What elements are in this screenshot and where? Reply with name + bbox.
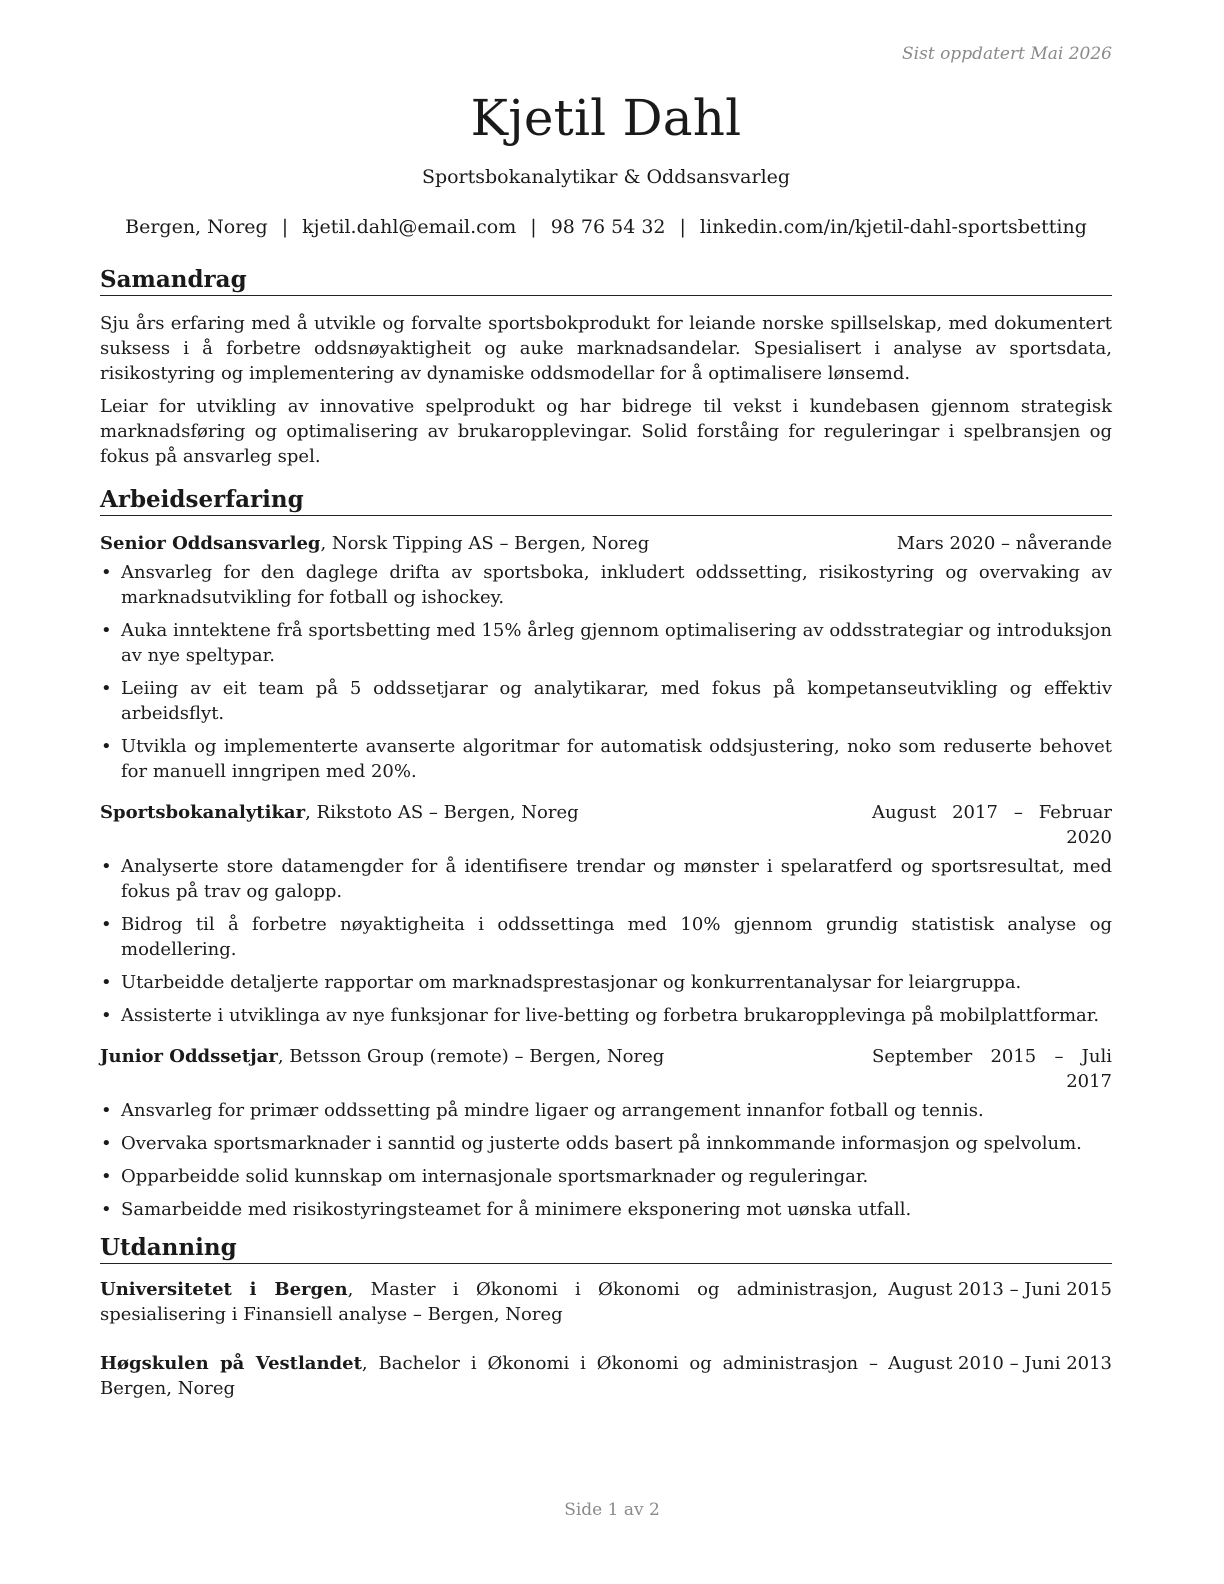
job-company: , Rikstoto AS – Bergen, Noreg — [305, 802, 579, 823]
job-bullets — [100, 1098, 1112, 1222]
job-bullet: • Assisterte i utviklinga av nye funksjonar for live-betting og forbetra brukaropplevinga på mobilplattformar. — [100, 1003, 1112, 1028]
education-entry — [100, 1277, 1112, 1327]
contact-separator: | — [281, 216, 289, 238]
job-dates: September 2015 – Juli 2017 — [872, 1046, 1112, 1092]
experience-section — [100, 486, 1112, 1222]
job-header — [100, 1044, 1112, 1094]
education-section — [100, 1234, 1112, 1401]
summary-paragraph: Leiar for utvikling av innovative spelprodukt og har bidrege til vekst i kundebasen gjennom strategisk marknadsføring og optimalisering av brukaropplevingar. Solid forståing for reguleringar i spelbransjen og fokus på ansvarleg spel. — [100, 396, 1112, 467]
job-role: Senior Oddsansvarleg — [100, 533, 321, 554]
job-bullet: • Ansvarleg for primær oddssetting på mindre ligaer og arrangement innanfor fotball og tennis. — [100, 1098, 1112, 1123]
job-header — [100, 531, 1112, 556]
job-bullet: • Utvikla og implementerte avanserte algoritmar for automatisk oddsjustering, noko som reduserte behovet for manuell inngripen med 20%. — [100, 734, 1112, 784]
job-bullet: • Samarbeidde med risikostyringsteamet for å minimere eksponering mot uønska utfall. — [100, 1197, 1112, 1222]
education-details: , Master i Økonomi i Økonomi og administrasjon, spesialisering i Finansiell analyse – Bergen, Noreg — [100, 1279, 878, 1325]
education-entry — [100, 1351, 1112, 1401]
contact-separator: | — [530, 216, 537, 238]
section-title-summary: Samandrag — [100, 266, 1112, 296]
candidate-name: Kjetil Dahl — [470, 89, 742, 147]
job-bullet: • Opparbeidde solid kunnskap om internasjonale sportsmarknader og reguleringar. — [100, 1164, 1112, 1189]
job-company: , Norsk Tipping AS – Bergen, Noreg — [320, 533, 650, 554]
job-role: Sportsbokanalytikar — [100, 802, 306, 823]
summary-paragraph: Sju års erfaring med å utvikle og forvalte sportsbokprodukt for leiande norske spillselskap, med dokumentert suksess i å forbetre oddsnøyaktigheit og auke marknadsandelar. Spesialisert i analyse av sportsdata, risikostyring og implementering av dynamiske oddsmodellar for å optimalisere lønsemd. — [100, 313, 1112, 384]
job-role: Junior Oddssetjar — [100, 1046, 278, 1067]
job-company: , Betsson Group (remote) – Bergen, Noreg — [277, 1046, 665, 1067]
contact-location: Bergen, Noreg — [125, 216, 268, 238]
job-entry — [100, 1044, 1112, 1222]
contact-phone: 98 76 54 32 — [550, 216, 666, 238]
education-school: Høgskulen på Vestlandet — [100, 1353, 362, 1374]
job-bullets — [100, 854, 1112, 1028]
job-entry — [100, 531, 1112, 784]
education-school: Universitetet i Bergen — [100, 1279, 348, 1300]
summary-section — [100, 266, 1112, 469]
page-number: Side 1 av 2 — [564, 1500, 660, 1520]
job-bullet: • Bidrog til å forbetre nøyaktigheita i oddssettinga med 10% gjennom grundig statistisk analyse og modellering. — [100, 912, 1112, 962]
job-dates: August 2017 – Februar 2020 — [872, 802, 1112, 848]
job-dates: Mars 2020 – nåverande — [896, 533, 1112, 554]
job-bullet: • Ansvarleg for den daglege drifta av sportsboka, inkludert oddssetting, risikostyring og overvaking av marknadsutvikling for fotball og ishockey. — [100, 560, 1112, 610]
education-dates: August 2010 – Juni 2013 — [888, 1353, 1112, 1374]
candidate-title: Sportsbokanalytikar & Oddsansvarleg — [421, 166, 791, 188]
job-bullet: • Analyserte store datamengder for å identifisere trendar og mønster i spelaratferd og sportsresultat, med fokus på trav og galopp. — [100, 854, 1112, 904]
contact-line — [100, 214, 1112, 240]
contact-email[interactable]: kjetil.dahl@email.com — [302, 216, 517, 238]
last-updated: Sist oppdatert Mai 2026 — [902, 44, 1112, 64]
job-bullet: • Overvaka sportsmarknader i sanntid og justerte odds basert på innkommande informasjon og spelvolum. — [100, 1131, 1112, 1156]
contact-linkedin[interactable]: linkedin.com/in/kjetil-dahl-sportsbetting — [699, 216, 1087, 238]
job-bullet: • Leiing av eit team på 5 oddssetjarar og analytikarar, med fokus på kompetanseutvikling og effektiv arbeidsflyt. — [100, 676, 1112, 726]
education-dates: August 2013 – Juni 2015 — [888, 1279, 1112, 1300]
job-bullet: • Utarbeidde detaljerte rapportar om marknadsprestasjonar og konkurrentanalysar for leiargruppa. — [100, 970, 1112, 995]
section-title-education: Utdanning — [100, 1234, 1112, 1264]
job-bullet: • Auka inntektene frå sportsbetting med 15% årleg gjennom optimalisering av oddsstrategiar og introduksjon av nye speltypar. — [100, 618, 1112, 668]
education-details: , Bachelor i Økonomi i Økonomi og administrasjon – Bergen, Noreg — [100, 1353, 878, 1399]
contact-separator: | — [679, 216, 686, 238]
job-entry — [100, 800, 1112, 1028]
job-bullets — [100, 560, 1112, 784]
job-header — [100, 800, 1112, 850]
section-title-experience: Arbeidserfaring — [100, 486, 1112, 516]
